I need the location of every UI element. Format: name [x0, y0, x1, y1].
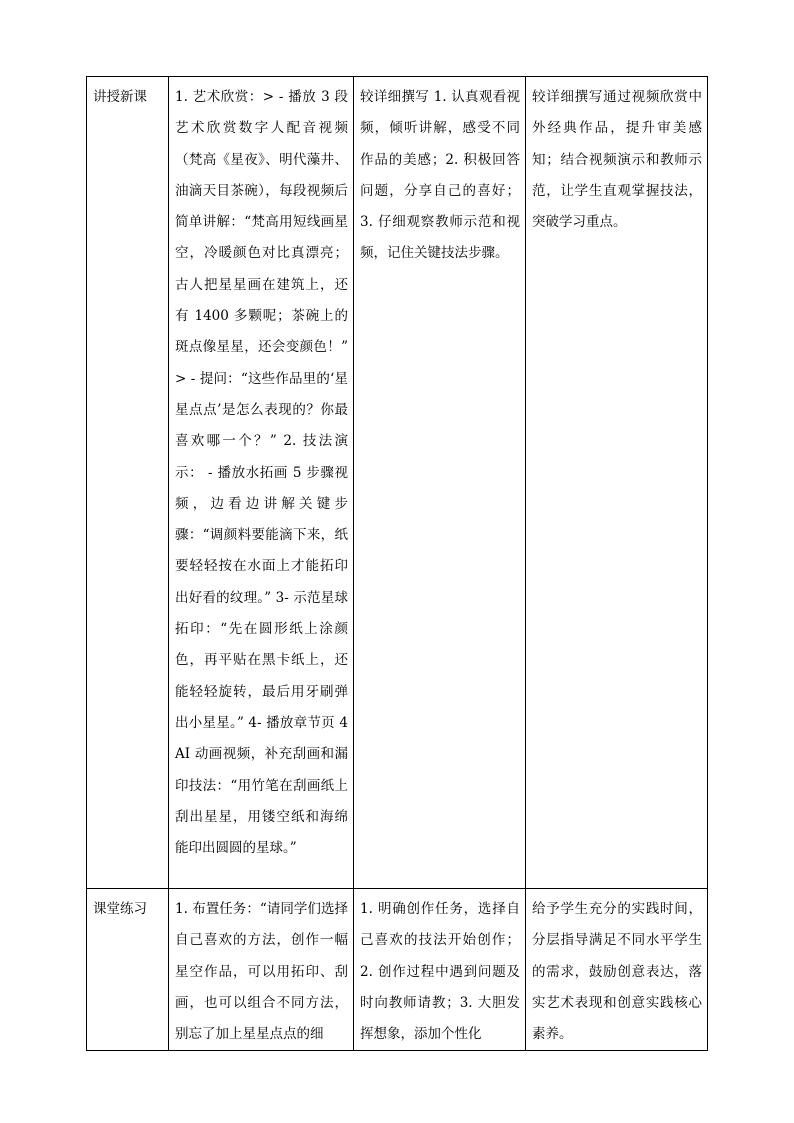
table-row [87, 889, 708, 1051]
section-cell: 讲授新课 [87, 77, 169, 889]
student-activity-cell: 较详细撰写 1. 认真观看视频，倾听讲解，感受不同作品的美感；2. 积极回答问题，分享自己的喜好；3. 仔细观察教师示范和视频，记住关键技法步骤。 [354, 77, 526, 889]
teacher-activity-cell: 1. 布置任务：“请同学们选择自己喜欢的方法，创作一幅星空作品，可以用拓印、刮画，也可以组合不同方法，别忘了加上星星点点的细 [169, 889, 354, 1051]
teacher-activity-cell: 1. 艺术欣赏：> - 播放 3 段艺术欣赏数字人配音视频（梵高《星夜》、明代藻井、油滴天目茶碗），每段视频后简单讲解：“梵高用短线画星空，冷暖颜色对比真漂亮；古人把星星画在建筑上，还有 1400 多颗呢；茶碗上的斑点像星星，还会变颜色！” > - 提问：“这些作品里的‘星星点点’是怎么表现的？你最喜欢哪一个？” 2. 技法演示： - 播放水拓画 5 步骤视频，边看边讲解关键步骤：“调颜料要能滴下来，纸要轻轻按在水面上才能拓印出好看的纹理。” 3- 示范星球拓印：“先在圆形纸上涂颜色，再平贴在黑卡纸上，还能轻轻旋转，最后用牙刷弹出小星星。” 4- 播放章节页 4AI 动画视频，补充刮画和漏印技法：“用竹笔在刮画纸上刮出星星，用镂空纸和海绵能印出圆圆的星球。” [169, 77, 354, 889]
student-activity-cell: 1. 明确创作任务，选择自己喜欢的技法开始创作；2. 创作过程中遇到问题及时向教师请教；3. 大胆发挥想象，添加个性化 [354, 889, 526, 1051]
table-row [87, 77, 708, 889]
section-cell: 课堂练习 [87, 889, 169, 1051]
lesson-plan-table [86, 76, 708, 1051]
design-intent-cell: 给予学生充分的实践时间，分层指导满足不同水平学生的需求，鼓励创意表达，落实艺术表现和创意实践核心素养。 [526, 889, 708, 1051]
design-intent-cell: 较详细撰写通过视频欣赏中外经典作品，提升审美感知；结合视频演示和教师示范，让学生直观掌握技法，突破学习重点。 [526, 77, 708, 889]
